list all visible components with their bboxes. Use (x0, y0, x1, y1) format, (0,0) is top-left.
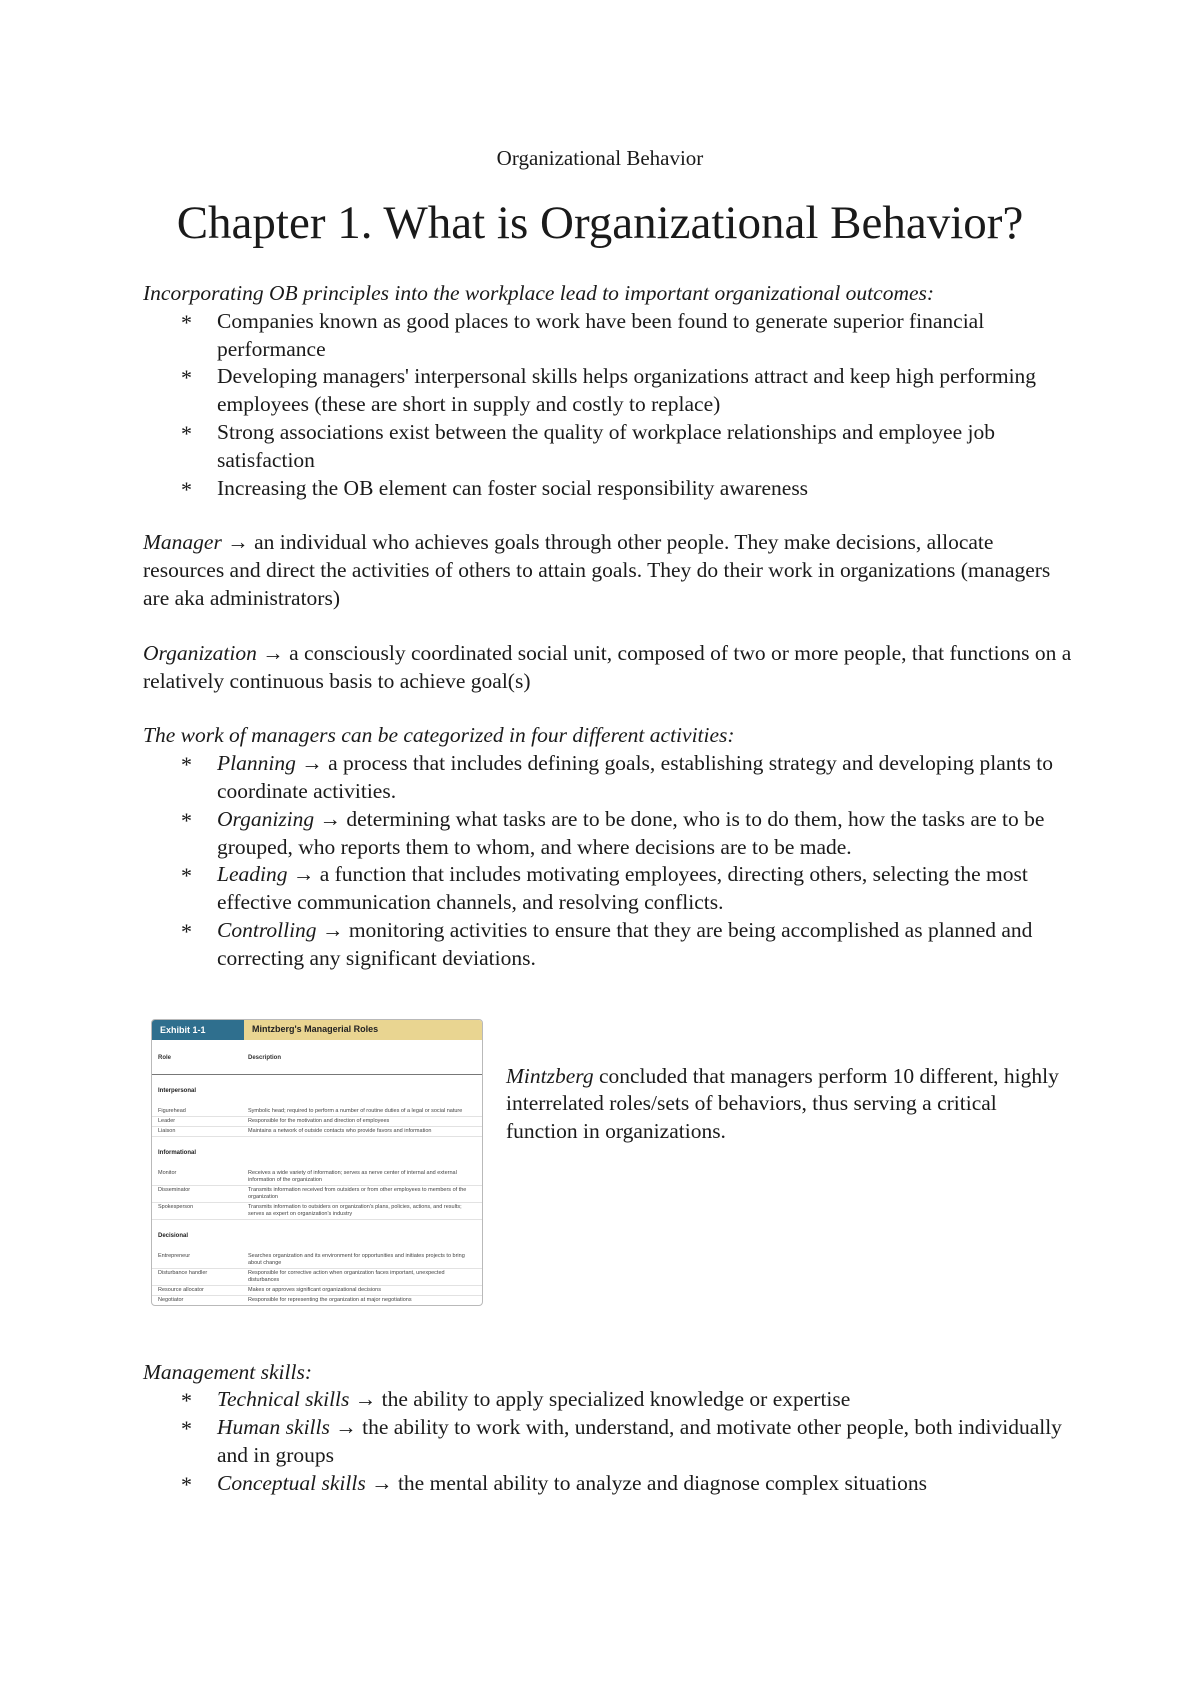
skills-section (143, 1359, 1078, 1498)
exhibit-description-cell: Receives a wide variety of information; serves as nerve center of internal and external information of the organization (248, 1169, 457, 1183)
list-item: * Human skills → the ability to work with, understand, and motivate other people, both individually and in groups (181, 1415, 1062, 1467)
table-row (152, 1107, 482, 1117)
table-row (152, 1117, 482, 1127)
intro-section (143, 280, 1078, 502)
bullet-star-icon: * (181, 1388, 192, 1414)
bullet-star-icon: * (181, 1471, 192, 1497)
manager-definition (143, 529, 1078, 612)
exhibit-category: Interpersonal (158, 1088, 197, 1095)
exhibit-role-cell: Liaison (158, 1128, 176, 1135)
list-item: * Conceptual skills → the mental ability to analyze and diagnose complex situations (181, 1470, 927, 1497)
table-row (152, 1252, 482, 1269)
organization-text: → a consciously coordinated social unit, composed of two or more people, that functions on a relatively continuous basis to achieve goal(s) (143, 640, 1072, 693)
exhibit-title: Mintzberg's Managerial Roles (252, 1023, 379, 1034)
exhibit-role-cell: Spokesperson (158, 1203, 194, 1210)
list-item: * Leading → a function that includes motivating employees, directing others, selecting the most effective communication channels, and resolving conflicts. (181, 862, 1028, 915)
table-row (152, 1203, 482, 1220)
list-item: * Controlling → monitoring activities to ensure that they are being accomplished as planned and correcting any significant deviations. (181, 917, 1033, 970)
exhibit-tag: Exhibit 1-1 (152, 1020, 244, 1040)
exhibit-col-role: Role (158, 1054, 172, 1061)
exhibit-description-cell: Responsible for representing the organization at major negotiations (248, 1296, 412, 1303)
exhibit-description-cell: Responsible for corrective action when organization faces important, unexpected disturbances (248, 1269, 445, 1283)
exhibit-role-cell: Monitor (158, 1169, 177, 1176)
manager-term: Manager (143, 530, 222, 555)
exhibit-description-cell: Transmits information to outsiders on organization's plans, policies, actions, and results; serves as expert on organization's industry (248, 1203, 462, 1217)
bullet-star-icon: * (181, 309, 192, 335)
bullet-star-icon: * (181, 1416, 192, 1442)
bullet-star-icon: * (181, 365, 192, 391)
bullet-star-icon: * (181, 752, 192, 778)
mintzberg-text: concluded that managers perform 10 different, highly interrelated roles/sets of behaviors, thus serving a critical function in organizations. (506, 1063, 1059, 1144)
exhibit-image (151, 1019, 483, 1306)
exhibit-role-cell: Disturbance handler (158, 1269, 208, 1276)
organization-definition (143, 640, 1078, 696)
list-item: * Organizing → determining what tasks are to be done, who is to do them, how the tasks are to be grouped, who reports them to whom, and where decisions are to be made. (181, 806, 1045, 859)
bullet-star-icon: * (181, 420, 192, 446)
table-row (152, 1286, 482, 1296)
bullet-star-icon: * (181, 476, 192, 502)
skills-list (143, 1386, 1078, 1497)
list-item: * Planning → a process that includes defining goals, establishing strategy and developing plants to coordinate activities. (181, 751, 1053, 803)
exhibit-col-description: Description (248, 1054, 282, 1061)
exhibit-role-cell: Negotiator (158, 1296, 184, 1303)
exhibit-category: Informational (158, 1150, 197, 1157)
chapter-title: Chapter 1. What is Organizational Behavior? (176, 197, 1024, 249)
list-item: * Developing managers' interpersonal skills helps organizations attract and keep high performing employees (these are short in supply and costly to replace) (181, 364, 1037, 417)
list-item: * Technical skills → the ability to apply specialized knowledge or expertise (181, 1387, 851, 1414)
exhibit-table-body (152, 1075, 482, 1305)
exhibit-description-cell: Maintains a network of outside contacts who provide favors and information (248, 1128, 432, 1135)
exhibit-description-cell: Makes or approves significant organizational decisions (248, 1286, 381, 1293)
mintzberg-paragraph (506, 1063, 1066, 1146)
list-item: * Increasing the OB element can foster social responsibility awareness (181, 475, 809, 502)
table-row (152, 1169, 482, 1186)
activities-list (143, 750, 1078, 972)
bullet-star-icon: * (181, 863, 192, 889)
table-row (152, 1186, 482, 1203)
table-row (152, 1296, 482, 1306)
organization-term: Organization (143, 640, 257, 665)
exhibit-section (143, 1019, 1078, 1359)
activities-heading: The work of managers can be categorized in four different activities: (143, 723, 735, 748)
exhibit-category: Decisional (158, 1232, 189, 1239)
activities-section (143, 722, 1078, 972)
table-row (152, 1127, 482, 1137)
intro-heading: Incorporating OB principles into the workplace lead to important organizational outcomes: (143, 281, 935, 305)
header-title: Organizational Behavior (496, 146, 704, 170)
exhibit-description-cell: Transmits information received from outsiders or from other employees to members of the organization (248, 1186, 467, 1200)
intro-bullet-list (143, 308, 1078, 503)
manager-text: → an individual who achieves goals through other people. They make decisions, allocate resources and direct the activities of others to attain goals. They do their work in organizations (managers are aka administrators) (143, 530, 1051, 610)
list-item: * Strong associations exist between the quality of workplace relationships and employee job satisfaction (181, 419, 995, 472)
document-body (143, 280, 1078, 1498)
exhibit-role-cell: Leader (158, 1118, 176, 1125)
exhibit-role-cell: Figurehead (158, 1108, 186, 1115)
exhibit-description-cell: Responsible for the motivation and direction of employees (248, 1118, 390, 1125)
exhibit-column-headers (152, 1040, 482, 1076)
exhibit-role-cell: Disseminator (158, 1186, 191, 1193)
exhibit-role-cell: Entrepreneur (158, 1252, 191, 1259)
mintzberg-term: Mintzberg (506, 1063, 594, 1088)
exhibit-description-cell: Searches organization and its environment for opportunities and initiates projects to bring about change (248, 1252, 465, 1266)
skills-heading: Management skills: (143, 1359, 312, 1384)
exhibit-header (152, 1020, 482, 1040)
exhibit-role-cell: Resource allocator (158, 1286, 204, 1293)
table-row (152, 1269, 482, 1286)
list-item: * Companies known as good places to work have been found to generate superior financial performance (181, 308, 985, 361)
bullet-star-icon: * (181, 807, 192, 833)
exhibit-description-cell: Symbolic head; required to perform a number of routine duties of a legal or social nature (248, 1108, 463, 1115)
bullet-star-icon: * (181, 918, 192, 944)
